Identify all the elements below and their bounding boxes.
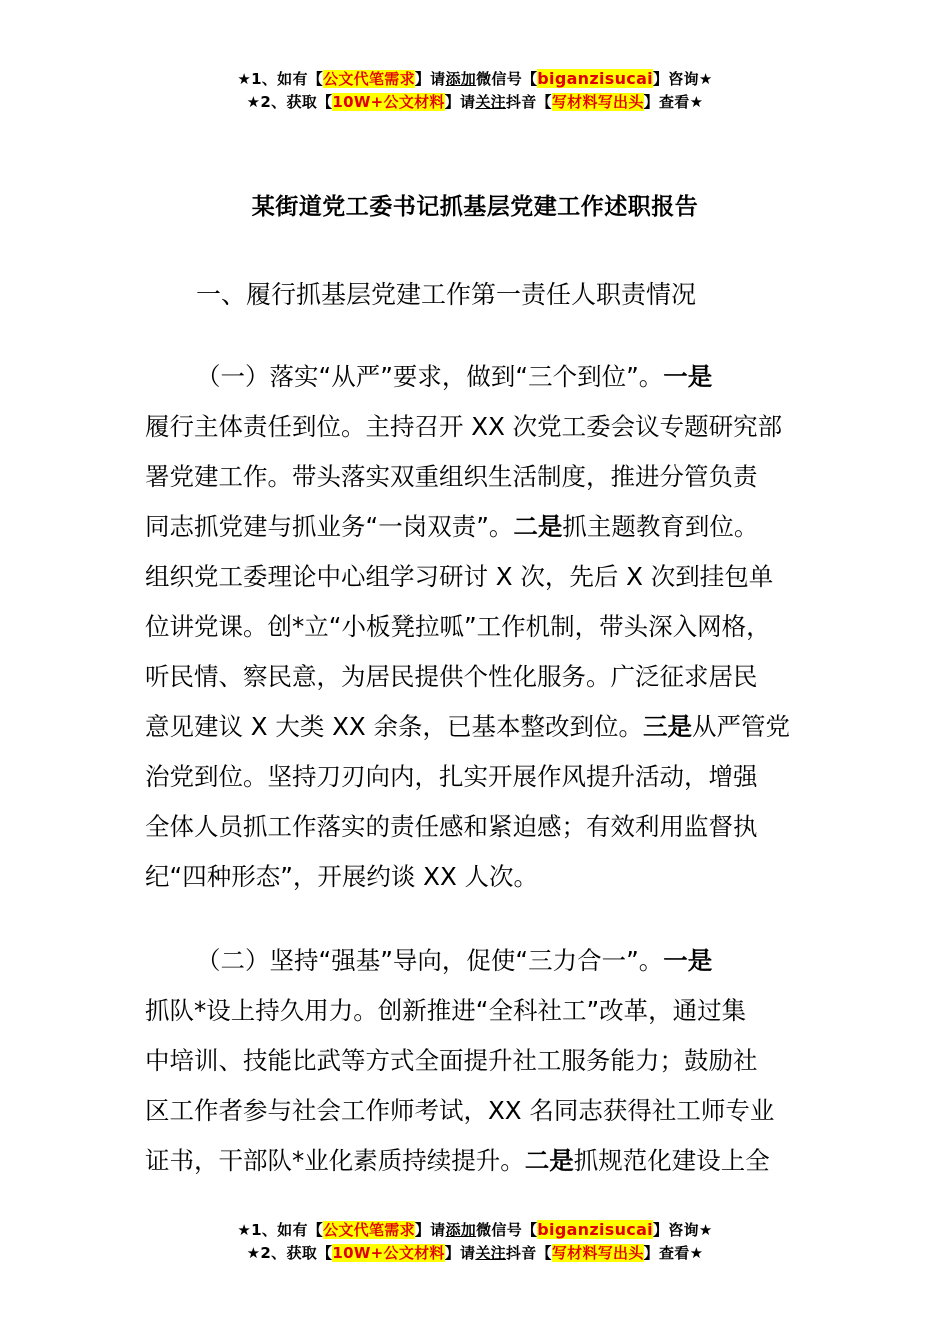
banner-douyin-id: 写材料写出头 bbox=[551, 93, 644, 111]
text-line: （二）坚持“强基”导向，促使“三力合一”。一是 bbox=[196, 946, 713, 975]
bottom-banner bbox=[0, 1218, 950, 1265]
paragraph-1 bbox=[145, 352, 825, 902]
paragraph-2 bbox=[145, 936, 825, 1186]
banner-highlight: 10W+公文材料 bbox=[332, 93, 445, 111]
banner-highlight: 公文代笔需求 bbox=[323, 1221, 415, 1239]
text-line: 治党到位。坚持刀刃向内，扎实开展作风提升活动，增强 bbox=[145, 762, 758, 791]
banner-line-1: ★1、如有【公文代笔需求】请添加微信号【biganzisucai】咨询★ bbox=[237, 69, 713, 88]
text-line: 意见建议 X 大类 XX 余条，已基本整改到位。三是从严管党 bbox=[145, 712, 791, 741]
text-line: 同志抓党建与抓业务“一岗双责”。二是抓主题教育到位。 bbox=[145, 512, 759, 541]
banner-highlight: 公文代笔需求 bbox=[323, 70, 415, 88]
banner-line-2: ★2、获取【10W+公文材料】请关注抖音【写材料写出头】查看★ bbox=[246, 1244, 704, 1262]
text-line: 全体人员抓工作落实的责任感和紧迫感；有效利用监督执 bbox=[145, 812, 758, 841]
banner-line-1: ★1、如有【公文代笔需求】请添加微信号【biganzisucai】咨询★ bbox=[237, 1220, 713, 1239]
banner-wechat-id: biganzisucai bbox=[537, 69, 653, 88]
banner-douyin-id: 写材料写出头 bbox=[551, 1244, 644, 1262]
document-title: 某街道党工委书记抓基层党建工作述职报告 bbox=[251, 194, 699, 220]
text-line: 纪“四种形态”，开展约谈 XX 人次。 bbox=[145, 862, 539, 891]
text-line: 署党建工作。带头落实双重组织生活制度，推进分管负责 bbox=[145, 462, 758, 491]
banner-highlight: 10W+公文材料 bbox=[332, 1244, 445, 1262]
section-heading: 一、履行抓基层党建工作第一责任人职责情况 bbox=[196, 280, 697, 309]
text-line: 抓队*设上持久用力。创新推进“全科社工”改革，通过集 bbox=[145, 996, 747, 1025]
banner-wechat-id: biganzisucai bbox=[537, 1220, 653, 1239]
text-line: 中培训、技能比武等方式全面提升社工服务能力；鼓励社 bbox=[145, 1046, 758, 1075]
banner-line-2: ★2、获取【10W+公文材料】请关注抖音【写材料写出头】查看★ bbox=[246, 93, 704, 111]
text-line: 履行主体责任到位。主持召开 XX 次党工委会议专题研究部 bbox=[145, 412, 783, 441]
text-line: 区工作者参与社会工作师考试，XX 名同志获得社工师专业 bbox=[145, 1096, 775, 1125]
text-line: 听民情、察民意，为居民提供个性化服务。广泛征求居民 bbox=[145, 662, 758, 691]
text-line: 证书，干部队*业化素质持续提升。二是抓规范化建设上全 bbox=[145, 1146, 770, 1175]
text-line: 位讲党课。创*立“小板凳拉呱”工作机制，带头深入网格， bbox=[145, 612, 771, 641]
text-line: 组织党工委理论中心组学习研讨 X 次，先后 X 次到挂包单 bbox=[145, 562, 774, 591]
top-banner bbox=[0, 67, 950, 114]
text-line: （一）落实“从严”要求，做到“三个到位”。一是 bbox=[196, 362, 713, 391]
